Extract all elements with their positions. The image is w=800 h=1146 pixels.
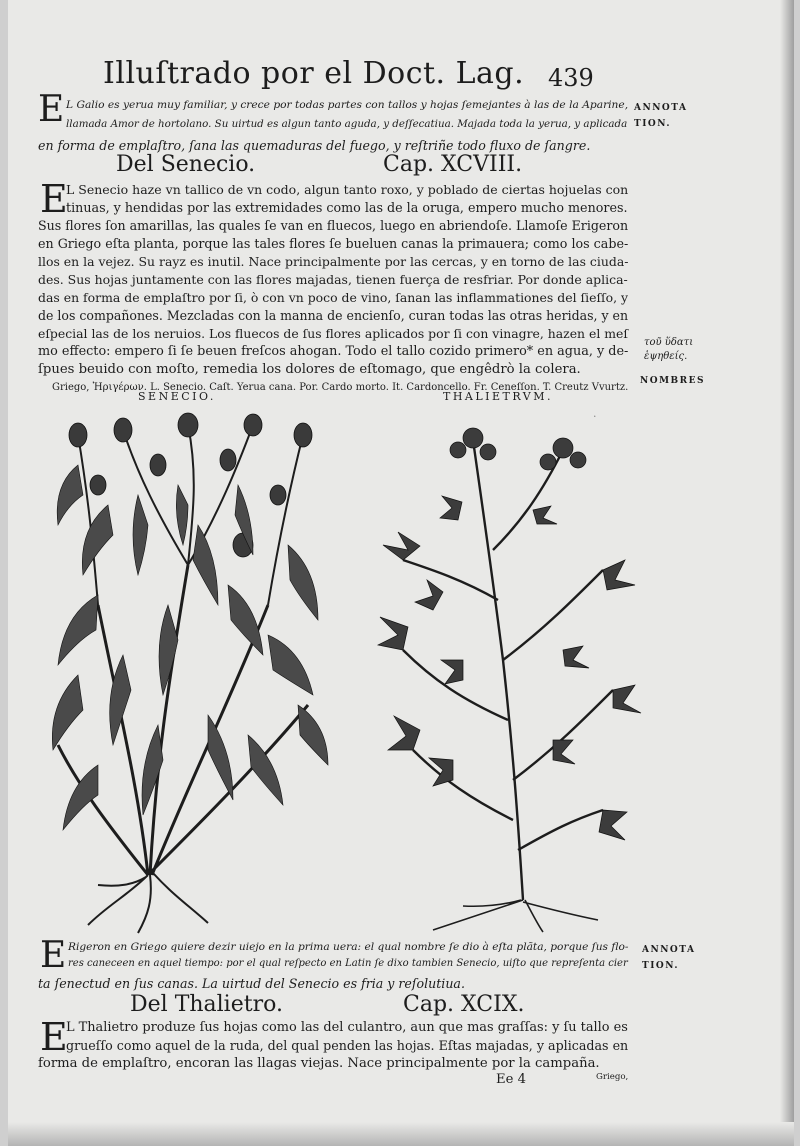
book-page <box>8 0 794 1146</box>
page-number: 439 <box>548 64 594 92</box>
figure-caption-thalietrum: THALIETRVM. <box>443 390 553 403</box>
ch98-line-10: mo effecto: empero ſi ſe beuen freſcos ahogan. Todo el tallo cozido primero* en agua, y de- <box>38 344 629 359</box>
margin-greek-note: τοῦ ὕδατι ἑψηθείς. <box>644 337 694 362</box>
catchword: Griego, <box>596 1072 629 1082</box>
chapter-99-title: Del Thalietro. <box>130 992 283 1017</box>
ch98-line-1: L Senecio haze vn tallico de vn codo, algun tanto roxo, y poblado de ciertas hojuelas con <box>66 182 629 197</box>
margin-annotation-1: ANNOTA TION. <box>634 103 688 129</box>
ch98-line-2: tinuas, y hendidas por las extremidades como las de la oruga, empero mucho menores. <box>66 200 628 215</box>
names-line: Griego, Ἠριγέρων. L. Senecio. Caſt. Yerua cana. Por. Cardo morto. It. Cardoncello. Fr. Ceneſſon. T. Creutz Vvurtz. <box>52 382 629 393</box>
ch98-line-8: de los compañones. Mezcladas con la manna de encienſo, curan todas las otras heridas, y en <box>38 308 629 323</box>
ch98-line-9: eſpecial las de los neruios. Los fluecos de ſus flores aplicados por ſi con vinagre, hazen el meſ <box>38 326 628 341</box>
thalietrum-woodcut <box>363 400 643 935</box>
ch99-line-2: grueſſo como aquel de la ruda, del qual penden las hojas. Eſtas majadas, y aplicadas en <box>66 1038 629 1053</box>
intro-line-3: en forma de emplaſtro, ſana las quemaduras del fuego, y reſtriñe todo fluxo de ſangre. <box>38 138 591 153</box>
figure-caption-senecio: SENECIO. <box>138 390 216 403</box>
margin-annotation-2: ANNOTA TION. <box>642 945 696 971</box>
intro-line-1: L Galio es yerua muy familiar, y crece por todas partes con tallos y hojas ſemejantes à las de la Aparine, <box>66 98 629 111</box>
dropcap-annotation-98: E <box>40 935 67 976</box>
ch98-line-11: ſpues beuido con moſto, remedia los dolores de eſtomago, que engêdrò la colera. <box>38 362 581 377</box>
ch98-line-5: llos en la vejez. Su rayz es inutil. Nace principalmente por las cercas, y en torno de las ciuda- <box>38 254 629 269</box>
dropcap-chapter-98: E <box>40 177 68 221</box>
ch98-line-7: das en forma de emplaſtro por ſi, ò con vn poco de vino, ſanan las inflammationes del ſieſſo, y <box>38 290 629 305</box>
dropcap-intro: E <box>38 89 65 130</box>
annot98-line-3: ta ſenectud en ſus canas. La uirtud del Senecio es fria y reſolutiua. <box>38 976 465 991</box>
ch98-line-3: Sus flores ſon amarillas, las quales ſe van en fluecos, luego en abriendoſe. Llamoſe Erigeron <box>38 218 629 233</box>
page-bottom-shadow <box>8 1122 794 1146</box>
ch98-line-6: des. Sus hojas juntamente con las flores majadas, tienen fuerça de resfriar. Por donde aplica- <box>38 272 628 287</box>
margin-nombres: NOMBRES <box>640 376 705 386</box>
chapter-98-number: Cap. XCVIII. <box>383 152 523 177</box>
chapter-98-title: Del Senecio. <box>116 152 256 177</box>
senecio-woodcut <box>38 405 348 935</box>
annot98-line-1: Rigeron en Griego quiere dezir uiejo en la prima uera: el qual nombre ſe dio à eſta plãta, porque ſus flo- <box>68 940 629 953</box>
signature-mark: Ee 4 <box>496 1072 527 1087</box>
ch99-line-1: L Thalietro produze ſus hojas como las del culantro, aun que mas graſſas: y ſu tallo es <box>66 1020 628 1035</box>
ch99-line-3: forma de emplaſtro, encoran las llagas viejas. Nace principalmente por la campaña. <box>38 1056 600 1071</box>
running-head: Illuſtrado por el Doct. Lag. <box>103 56 525 91</box>
ch98-line-4: en Griego eſta planta, porque las tales flores ſe bueluen canas la primauera; como los cabe- <box>38 236 629 251</box>
chapter-99-number: Cap. XCIX. <box>403 992 525 1017</box>
bleed-through: · <box>593 410 597 423</box>
dropcap-chapter-99: E <box>40 1015 68 1059</box>
annot98-line-2: res caneceen en aquel tiempo: por el qual reſpecto en Latin ſe dixo tambien Senecio, uiſto que repreſenta cier <box>68 958 628 969</box>
intro-line-2: llamada Amor de hortolano. Su uirtud es algun tanto aguda, y deſſecatiua. Majada toda la yerua, y aplicada <box>66 118 628 130</box>
page-edge-shadow <box>780 0 794 1146</box>
